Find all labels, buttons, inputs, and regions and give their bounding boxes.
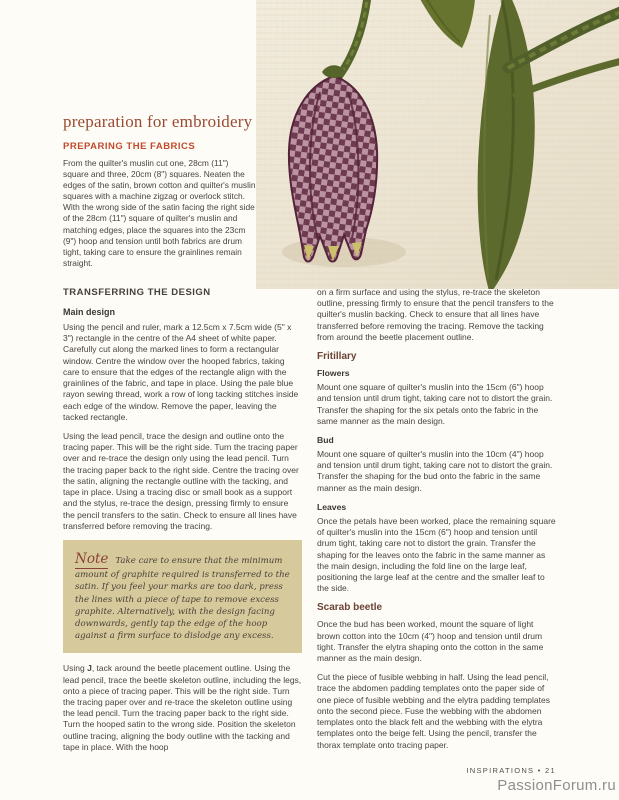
fritillary-illustration <box>256 0 619 289</box>
heading-bud: Bud <box>317 434 334 445</box>
fritillary-photo <box>256 0 619 289</box>
main-design-paragraph-2: Using the lead pencil, trace the design and outline onto the tracing paper. This will be the right side. Turn the tracing paper over and re-trace the design only using the lead pencil. Turn the tracing paper back to the right side. Centre the tracing over the satin, aligning the rectangle outline with the tacking, and tape in place. Using a tracing disc or small book as a support and the stylus, re-trace the design, pressing firmly to ensure the pencil transfers to the satin. Check to ensure all lines have transferred before removing the tracing. <box>63 430 299 531</box>
beetle-paragraph-prefix: Using <box>63 663 88 674</box>
note-label: Note <box>75 550 109 567</box>
right-column <box>317 287 556 761</box>
note-box <box>63 540 302 653</box>
heading-preparing-the-fabrics: PREPARING THE FABRICS <box>63 141 196 152</box>
heading-leaves: Leaves <box>317 501 347 512</box>
bud-paragraph: Mount one square of quilter's muslin into the 10cm (4") hoop and tension until drum tight, taking care not to distort the grain. Transfer the shaping for the bud onto the fabric in the same manner as the main design. <box>317 448 553 493</box>
page-number: INSPIRATIONS • 21 <box>466 766 556 775</box>
flowers-paragraph: Mount one square of quilter's muslin into the 15cm (6") hoop and tension until drum tight, taking care not to distort the grain. Transfer the shaping for the six petals onto the fabric in the same manner as the main design. <box>317 382 553 426</box>
left-column <box>63 287 302 761</box>
beetle-tacking-paragraph <box>63 663 302 753</box>
page-title: preparation for embroidery <box>63 112 253 131</box>
note-text: Take care to ensure that the minimum amount of graphite required is transferred to the satin. If you feel your marks are too dark, press the lines with a piece of tape to remove excess graphite. Alternatively, with the design facing downwards, gently tap the edge of the hoop against a firm surface to dislodge any excess. <box>75 555 290 642</box>
leaves-paragraph: Once the petals have been worked, place the remaining square of quilter's muslin into the 15cm (6") hoop and tension until drum tight, taking care not to distort the grain. Transfer the shaping for the leaves onto the fabric in the same manner as the main design, including the fold line on the large leaf, positioning the large leaf at the centre and the smaller leaf to the side. <box>317 515 556 594</box>
beetle-paragraph-rest: , tack around the beetle placement outline. Using the lead pencil, trace the beetle skeleton outline, including the legs, onto a piece of tracing paper. This will be the right side. Turn the tracing paper over and re-trace the skeleton outline using the lead pencil. Turn the tracing paper back to the right side. Turn the hooped satin to the wrong side. Position the skeleton outline tracing, aligning the body outline with the tacking and tape in place. With the hoop <box>63 663 302 752</box>
heading-main-design: Main design <box>63 307 116 317</box>
main-design-paragraph-1: Using the pencil and ruler, mark a 12.5cm x 7.5cm wide (5" x 3") rectangle in the centre of the A4 sheet of white paper. Carefully cut along the marked lines to form a rectangular window. Centre the window over the hooped fabrics, taking care to ensure that the edges of the rectangle align with the grainlines of the fabric, and tape in place. Using the pale blue rayon sewing thread, work a row of long tacking stitches inside each edge of the window. Remove the paper, leaving the tacked rectangle. <box>63 322 299 422</box>
thread-reference-J: J <box>87 663 92 674</box>
heading-flowers: Flowers <box>317 368 350 379</box>
heading-transferring-the-design: TRANSFERRING THE DESIGN <box>63 287 211 298</box>
preparing-fabrics-paragraph: From the quilter's muslin cut one, 28cm (11") square and three, 20cm (8") squares. Neaten the edges of the satin, brown cotton and quilter's muslin squares with a machine zigzag or overlock stitch. With the wrong side of the satin facing the right side of the 28cm (11") square of quilter's muslin and matching edges, place the squares into the 23cm (9") hoop and tension until both fabrics are drum tight, taking care to ensure the grainlines remain straight. <box>63 158 256 268</box>
scarab-paragraph-2: Cut the piece of fusible webbing in half. Using the lead pencil, trace the abdomen padding templates onto the paper side of one piece of fusible webbing and the elytra padding templates onto the second piece. Fuse the webbing with the abdomen templates onto the black felt and the webbing with the elytra templates onto the beige felt. Using the pencil, transfer the thorax template onto tracing paper. <box>317 672 550 750</box>
scarab-paragraph-1: Once the bud has been worked, mount the square of light brown cotton into the 10cm (4") hoop and tension until drum tight. Transfer the elytra shaping onto the cotton in the same manner as the main design. <box>317 619 544 664</box>
watermark: PassionForum.ru <box>497 777 616 794</box>
heading-scarab-beetle: Scarab beetle <box>317 602 383 614</box>
body-columns <box>63 287 556 761</box>
continuation-paragraph: on a firm surface and using the stylus, re-trace the skeleton outline, pressing firmly to ensure that the pencil transfers to the quilter's muslin backing. Check to ensure that all lines have transferred before removing the tracing. Remove the tacking from around the beetle placement outline. <box>317 287 554 342</box>
heading-fritillary: Fritillary <box>317 351 357 363</box>
intro-section <box>63 112 256 277</box>
